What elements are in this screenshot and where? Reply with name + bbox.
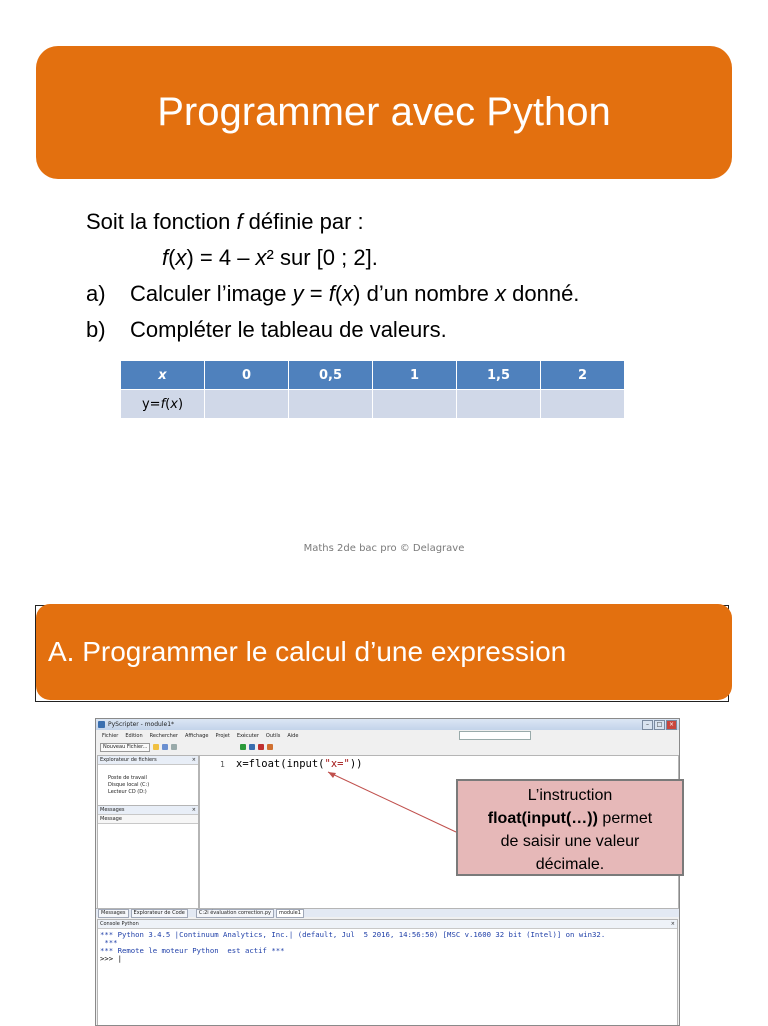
slide1-title: Programmer avec Python xyxy=(157,90,611,134)
values-table xyxy=(120,360,625,419)
table-cell-x: 0 xyxy=(205,361,289,390)
python-console[interactable] xyxy=(97,919,678,1026)
question-b-label: b) xyxy=(86,317,106,342)
table-value-row xyxy=(121,390,625,419)
qa-f: f xyxy=(328,281,335,306)
row-label-f: f xyxy=(160,396,166,412)
table-cell-x: 0,5 xyxy=(289,361,373,390)
qa-t2: = xyxy=(303,281,329,306)
intro-text-end: définie par : xyxy=(242,209,364,234)
console-output xyxy=(98,929,677,965)
table-cell-x: 2 xyxy=(541,361,625,390)
run-icon[interactable] xyxy=(240,744,246,750)
console-line: *** xyxy=(100,938,118,947)
table-header-x xyxy=(121,361,205,390)
window-controls xyxy=(642,720,677,730)
qa-x2: x xyxy=(495,281,507,306)
tab-messages[interactable]: Messages xyxy=(98,909,129,918)
row-label-paren: ( xyxy=(165,396,171,412)
callout-bold: float(input(…)) xyxy=(487,810,598,827)
file-explorer-header xyxy=(98,756,198,765)
question-b-text: Compléter le tableau de valeurs. xyxy=(130,317,447,342)
qa-t5: donné. xyxy=(506,281,580,306)
tree-item[interactable]: Disque local (C:) xyxy=(108,782,150,788)
console-header xyxy=(98,920,677,929)
search-input[interactable] xyxy=(459,731,531,740)
close-button[interactable]: × xyxy=(666,720,677,730)
tree-item[interactable]: Poste de travail xyxy=(108,775,147,781)
editor-gutter xyxy=(200,756,230,908)
tab-code-explorer[interactable]: Explorateur de Code xyxy=(131,909,188,918)
console-line: *** Remote le moteur Python est actif *** xyxy=(100,946,285,955)
window-titlebar xyxy=(96,719,679,730)
console-prompt[interactable]: >>> | xyxy=(100,954,122,963)
file-explorer-title: Explorateur de fichiers xyxy=(100,757,157,763)
def-f: f xyxy=(162,245,169,270)
tab-file-correction[interactable]: C:2i évaluation correction.py xyxy=(196,909,274,918)
question-a xyxy=(86,276,579,312)
debug-icon[interactable] xyxy=(249,744,255,750)
menu-outils[interactable]: Outils xyxy=(265,732,281,739)
table-cell-y xyxy=(541,390,625,419)
def-domain: ² sur [0 ; 2]. xyxy=(266,245,378,270)
menu-rechercher[interactable]: Rechercher xyxy=(149,732,178,739)
messages-column-label: Message xyxy=(100,816,122,822)
save-icon[interactable] xyxy=(162,744,168,750)
menu-affichage[interactable]: Affichage xyxy=(184,732,209,739)
code-string: "x=" xyxy=(324,758,350,770)
table-cell-y xyxy=(205,390,289,419)
tab-module1[interactable]: module1 xyxy=(276,909,304,918)
question-a-label: a) xyxy=(86,281,106,306)
tree-item[interactable]: Lecteur CD (D:) xyxy=(108,789,147,795)
slide2-title: A. Programmer le calcul d’une expression xyxy=(48,636,567,667)
slide1-title-banner xyxy=(36,46,732,179)
slide2-title-banner xyxy=(36,604,732,700)
callout-line: décimale. xyxy=(535,856,605,873)
table-header-x-label: x xyxy=(158,367,167,383)
messages-pane xyxy=(97,805,199,909)
messages-title: Messages xyxy=(100,807,125,813)
table-row-label xyxy=(121,390,205,419)
credit-footer: Maths 2de bac pro © Delagrave xyxy=(303,543,465,554)
question-b xyxy=(86,312,579,348)
code-line[interactable] xyxy=(236,758,362,770)
qa-y: y xyxy=(292,281,304,306)
callout-line xyxy=(458,807,682,830)
table-cell-y xyxy=(289,390,373,419)
qa-t1: Calculer l’image xyxy=(130,281,293,306)
minimize-button[interactable]: – xyxy=(642,720,653,730)
callout-line: de saisir une valeur xyxy=(500,833,640,850)
console-line: *** Python 3.4.5 |Continuum Analytics, Inc.| (default, Jul 5 2016, 14:56:50) [MSC v.1600 32 bit (Intel)] on win32. xyxy=(100,930,606,939)
console-title: Console Python xyxy=(100,921,139,927)
print-icon[interactable] xyxy=(171,744,177,750)
pane-close-icon[interactable]: × xyxy=(191,807,196,813)
qa-x: x xyxy=(342,281,354,306)
table-cell-y xyxy=(373,390,457,419)
new-file-button[interactable]: Nouveau Fichier... xyxy=(100,743,150,752)
table-cell-x: 1 xyxy=(373,361,457,390)
def-x: x xyxy=(175,245,187,270)
menu-executer[interactable]: Exécuter xyxy=(236,732,259,739)
pane-tabs xyxy=(96,908,679,917)
menu-bar xyxy=(96,731,679,740)
callout-line: L’instruction xyxy=(527,787,613,804)
row-label-close: ) xyxy=(177,396,184,412)
maximize-button[interactable]: □ xyxy=(654,720,665,730)
intro-text: Soit la fonction xyxy=(86,209,237,234)
main-toolbar xyxy=(96,742,679,752)
menu-edition[interactable]: Edition xyxy=(125,732,143,739)
callout-box xyxy=(456,779,684,876)
code-text: x=float(input( xyxy=(236,758,325,770)
intro-line xyxy=(86,204,579,240)
pane-close-icon[interactable]: × xyxy=(670,921,675,927)
row-label-x: x xyxy=(170,396,178,412)
python-app-icon xyxy=(98,721,105,728)
open-file-icon[interactable] xyxy=(153,744,159,750)
qa-t4: ) d’un nombre xyxy=(353,281,496,306)
callout-text: permet xyxy=(597,810,653,827)
line-number: 1 xyxy=(220,760,225,769)
exercise-text xyxy=(86,204,579,348)
menu-projet[interactable]: Projet xyxy=(215,732,230,739)
def-eq: ) = 4 – xyxy=(186,245,256,270)
breakpoint-icon[interactable] xyxy=(267,744,273,750)
function-definition xyxy=(86,240,579,276)
def-paren: ( xyxy=(168,245,176,270)
stop-icon[interactable] xyxy=(258,744,264,750)
pane-close-icon[interactable]: × xyxy=(191,757,196,763)
messages-column-header xyxy=(98,815,198,824)
window-title: PyScripter - module1* xyxy=(108,721,175,728)
menu-fichier[interactable]: Fichier xyxy=(102,732,119,739)
table-header-row xyxy=(121,361,625,390)
table-cell-x: 1,5 xyxy=(457,361,541,390)
code-text-end: )) xyxy=(349,758,363,770)
messages-header xyxy=(98,806,198,815)
def-x2: x xyxy=(255,245,267,270)
table-cell-y xyxy=(457,390,541,419)
qa-t3: ( xyxy=(334,281,343,306)
intro-f: f xyxy=(236,209,243,234)
row-label-y: y= xyxy=(141,396,161,412)
menu-aide[interactable]: Aide xyxy=(287,732,299,739)
